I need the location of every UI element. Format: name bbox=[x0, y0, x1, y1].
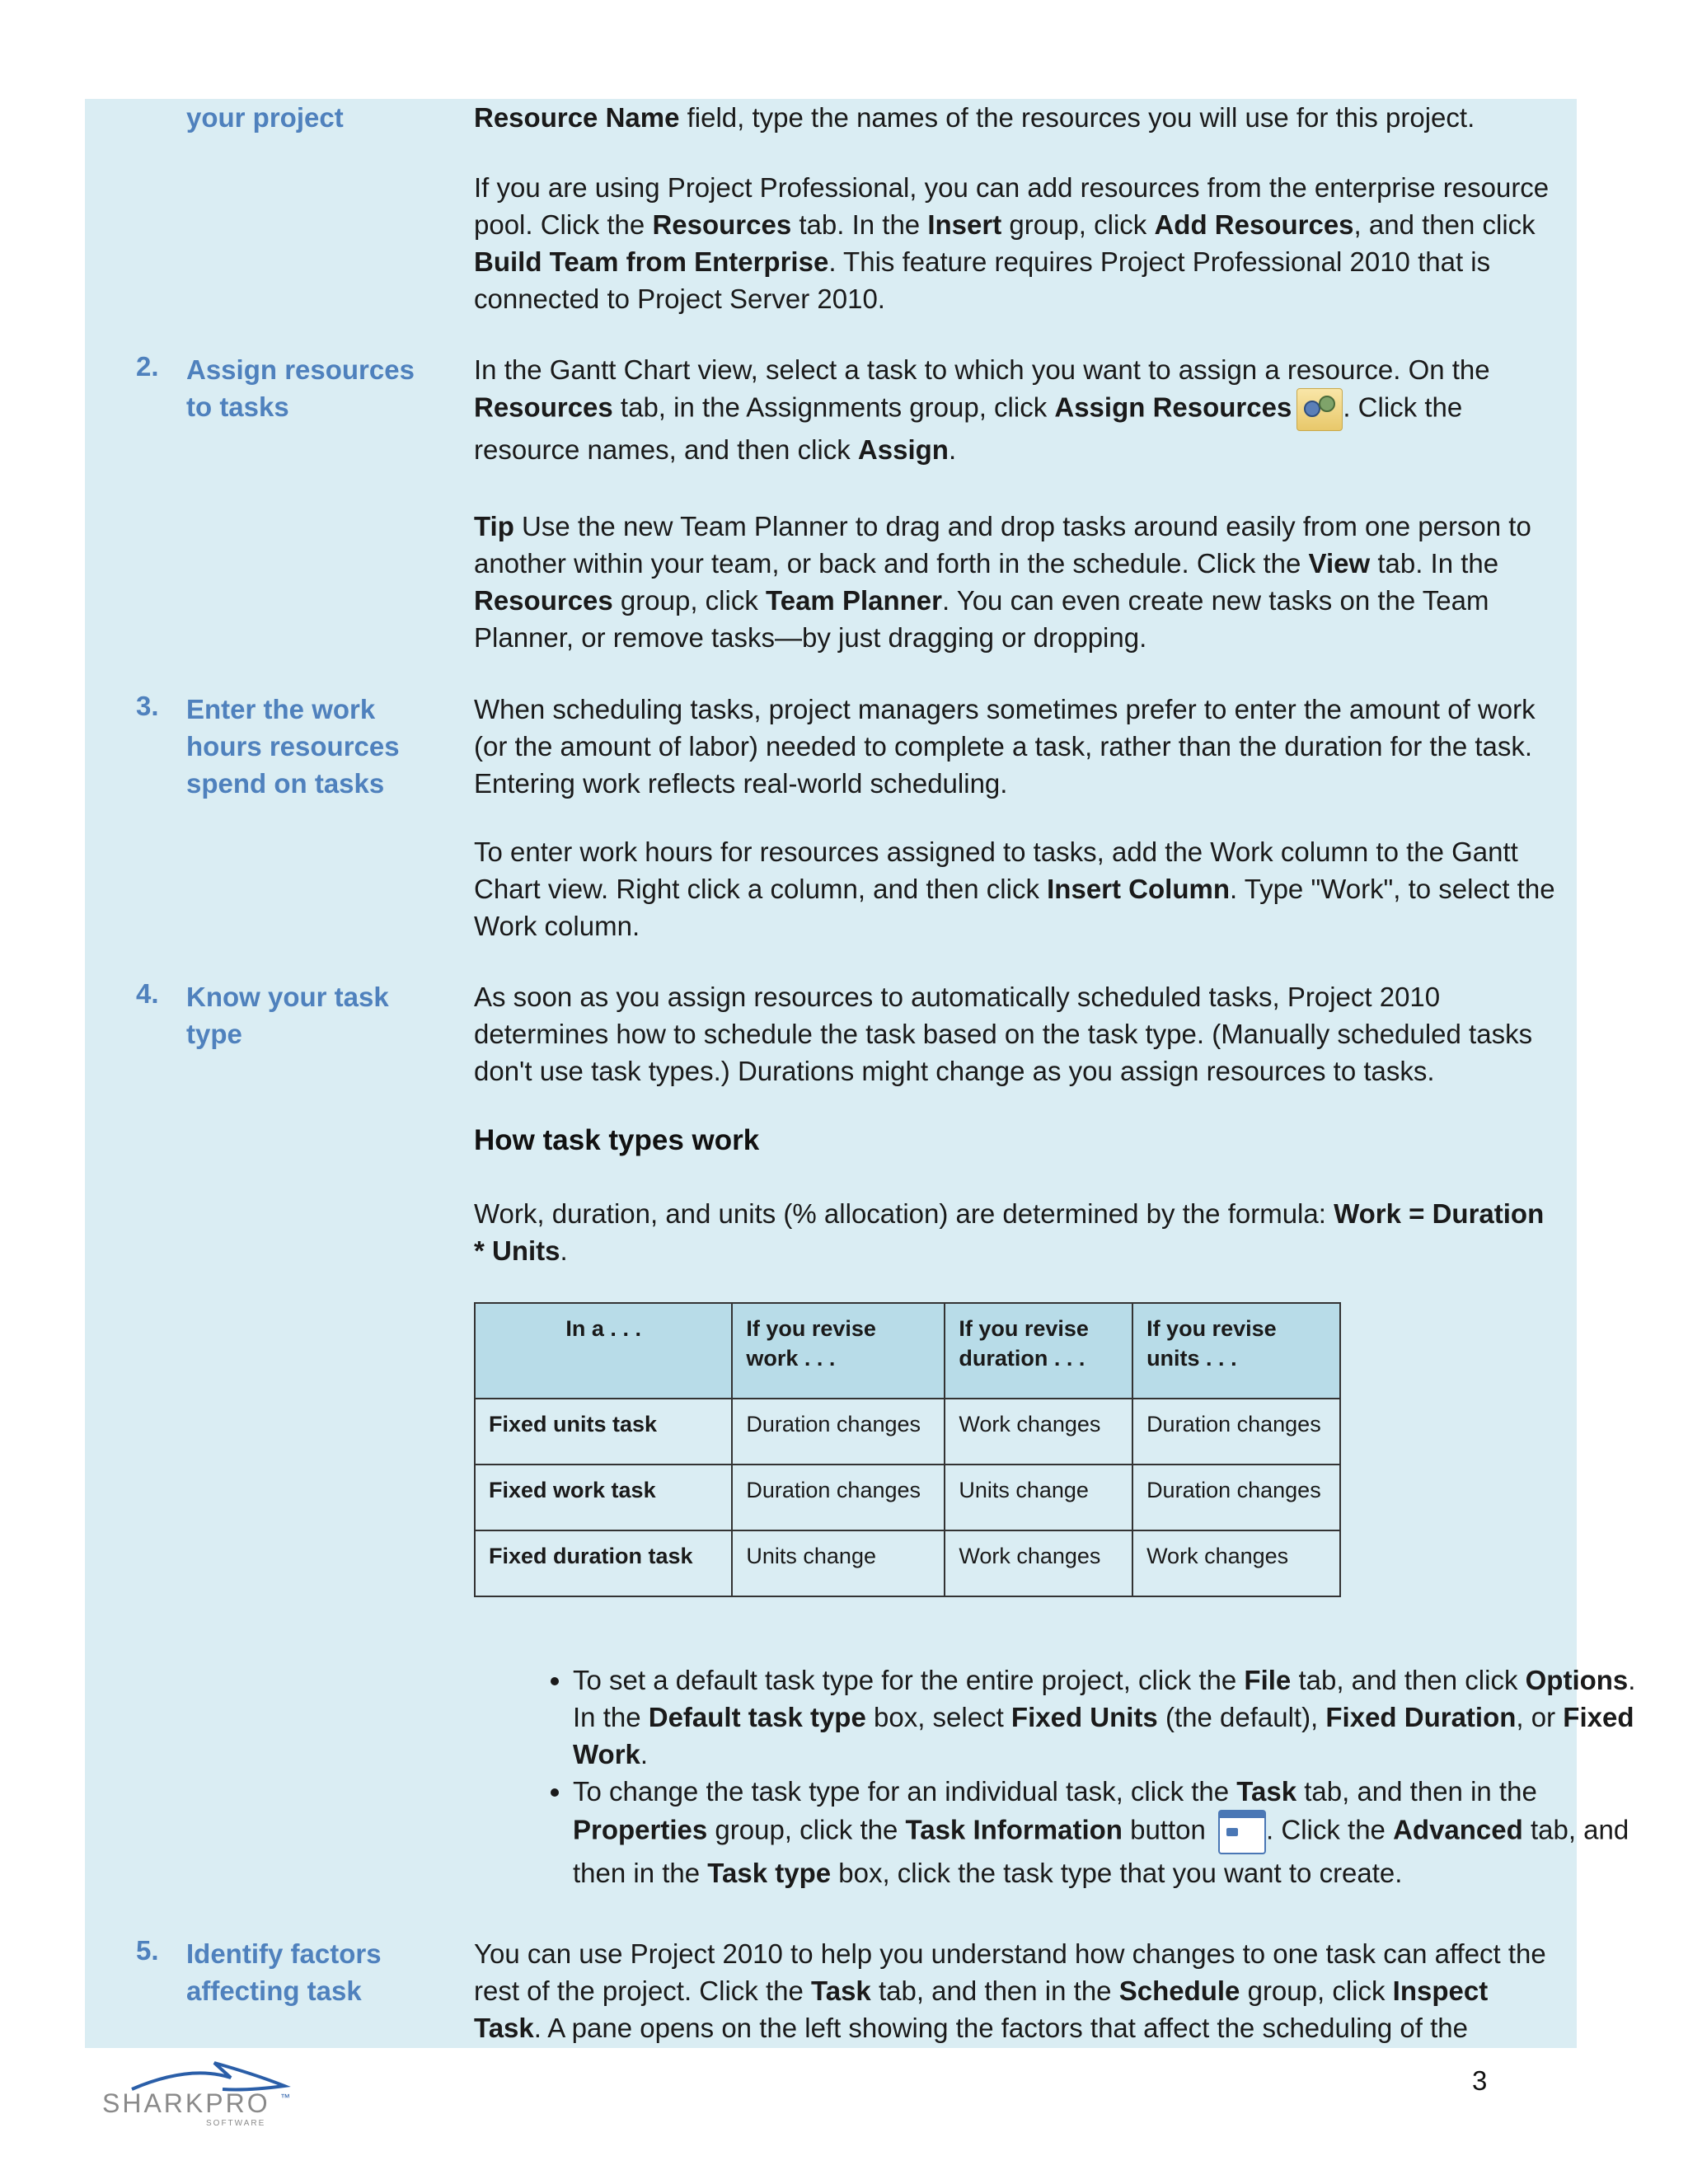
step-1-paragraph-2: If you are using Project Professional, you can add resources from the enterprise resource pool. Click the Resources tab. In the Insert group, click Add Resources, and then click Build Team from Enterprise. This feature requires Project Professional 2010 that is connected to Project Server 2010. bbox=[474, 172, 1550, 314]
step-1-paragraph-1: Resource Name field, type the names of the resources you will use for this project. bbox=[474, 102, 1475, 133]
table-header-cell: If you revise work . . . bbox=[732, 1303, 945, 1399]
logo-wordmark bbox=[102, 2088, 270, 2118]
table-cell: Fixed work task bbox=[475, 1465, 732, 1530]
step-4-number: 4. bbox=[136, 978, 159, 1009]
table-header-row bbox=[475, 1303, 1340, 1399]
table-cell: Fixed units task bbox=[475, 1399, 732, 1465]
logo-subtitle: SOFTWARE bbox=[206, 2119, 266, 2128]
task-information-icon bbox=[1218, 1810, 1266, 1854]
step-2-number: 2. bbox=[136, 351, 159, 382]
table-header-cell: In a . . . bbox=[475, 1303, 732, 1399]
table-cell: Units change bbox=[945, 1465, 1132, 1530]
step-3-label: Enter the work hours resources spend on tasks bbox=[186, 694, 400, 799]
table-cell: Units change bbox=[732, 1530, 945, 1596]
step-2-paragraph-1: In the Gantt Chart view, select a task to which you want to assign a resource. On the Resources tab, in the Assignments group, click Assign Resources . Click the resource names, and then click Assign. bbox=[474, 354, 1490, 465]
table-header-cell: If you revise duration . . . bbox=[945, 1303, 1132, 1399]
step-4-formula-paragraph: Work, duration, and units (% allocation) are determined by the formula: Work = Duration * Units. bbox=[474, 1198, 1545, 1266]
task-types-table bbox=[474, 1302, 1341, 1597]
step-5-label: Identify factors affecting task bbox=[186, 1938, 382, 2006]
step-3-paragraph-1: When scheduling tasks, project managers sometimes prefer to enter the amount of work (or the amount of labor) needed to complete a task, rather than the duration for the task. Entering work reflects real-world scheduling. bbox=[474, 694, 1536, 799]
table-cell: Work changes bbox=[945, 1530, 1132, 1596]
list-item: • To change the task type for an individual task, click the Task tab, and then in the Properties group, click the Task Information button . Click the Advanced tab, and then in the Task type box, click the task type that you want to create. bbox=[573, 1773, 1661, 1891]
table-cell: Fixed duration task bbox=[475, 1530, 732, 1596]
logo-trademark: ™ bbox=[280, 2092, 290, 2103]
table-row bbox=[475, 1465, 1340, 1530]
step-2-label: Assign resources to tasks bbox=[186, 354, 415, 422]
list-item: • To set a default task type for the entire project, click the File tab, and then click Options. In the Default task type box, select Fixed Units (the default), Fixed Duration, or Fixed Work. bbox=[573, 1661, 1661, 1773]
table-cell: Duration changes bbox=[1132, 1399, 1340, 1465]
assign-resources-icon bbox=[1296, 388, 1343, 431]
task-types-heading: How task types work bbox=[474, 1124, 760, 1156]
table-header-cell: If you revise units . . . bbox=[1132, 1303, 1340, 1399]
table-cell: Duration changes bbox=[1132, 1465, 1340, 1530]
step-4-paragraph-1: As soon as you assign resources to automatically scheduled tasks, Project 2010 determines how to schedule the task based on the task type. (Manually scheduled tasks don't use task types.) Durations might change as you assign resources to tasks. bbox=[474, 982, 1533, 1086]
step-3-paragraph-2: To enter work hours for resources assigned to tasks, add the Work column to the Gantt Chart view. Right click a column, and then click Insert Column. Type "Work", to select the Work column. bbox=[474, 837, 1555, 941]
task-type-bullet-list bbox=[474, 1661, 1661, 1891]
table-cell: Duration changes bbox=[732, 1465, 945, 1530]
table-cell: Work changes bbox=[1132, 1530, 1340, 1596]
page-number: 3 bbox=[1472, 2065, 1488, 2096]
step-5-paragraph-1: You can use Project 2010 to help you understand how changes to one task can affect the rest of the project. Click the Task tab, and then in the Schedule group, click Inspect Task. A pane opens on the left showing the factors that affect the scheduling of the bbox=[474, 1938, 1546, 2043]
step-4-label: Know your task type bbox=[186, 982, 389, 1049]
step-3-number: 3. bbox=[136, 691, 159, 721]
table-row bbox=[475, 1399, 1340, 1465]
table-row bbox=[475, 1530, 1340, 1596]
table-cell: Duration changes bbox=[732, 1399, 945, 1465]
shark-fin-mark bbox=[132, 2063, 284, 2090]
logo-wordmark-text: SHARKPRO bbox=[102, 2088, 270, 2118]
step-2-tip: Tip Use the new Team Planner to drag and drop tasks around easily from one person to another within your team, or back and forth in the schedule. Click the View tab. In the Resources group, click Team Planner. You can even create new tasks on the Team Planner, or remove tasks—by just dragging or dropping. bbox=[474, 511, 1531, 653]
step-5-number: 5. bbox=[136, 1935, 159, 1966]
step-1-label: your project bbox=[186, 102, 344, 133]
table-cell: Work changes bbox=[945, 1399, 1132, 1465]
sharkpro-logo bbox=[99, 2056, 297, 2130]
